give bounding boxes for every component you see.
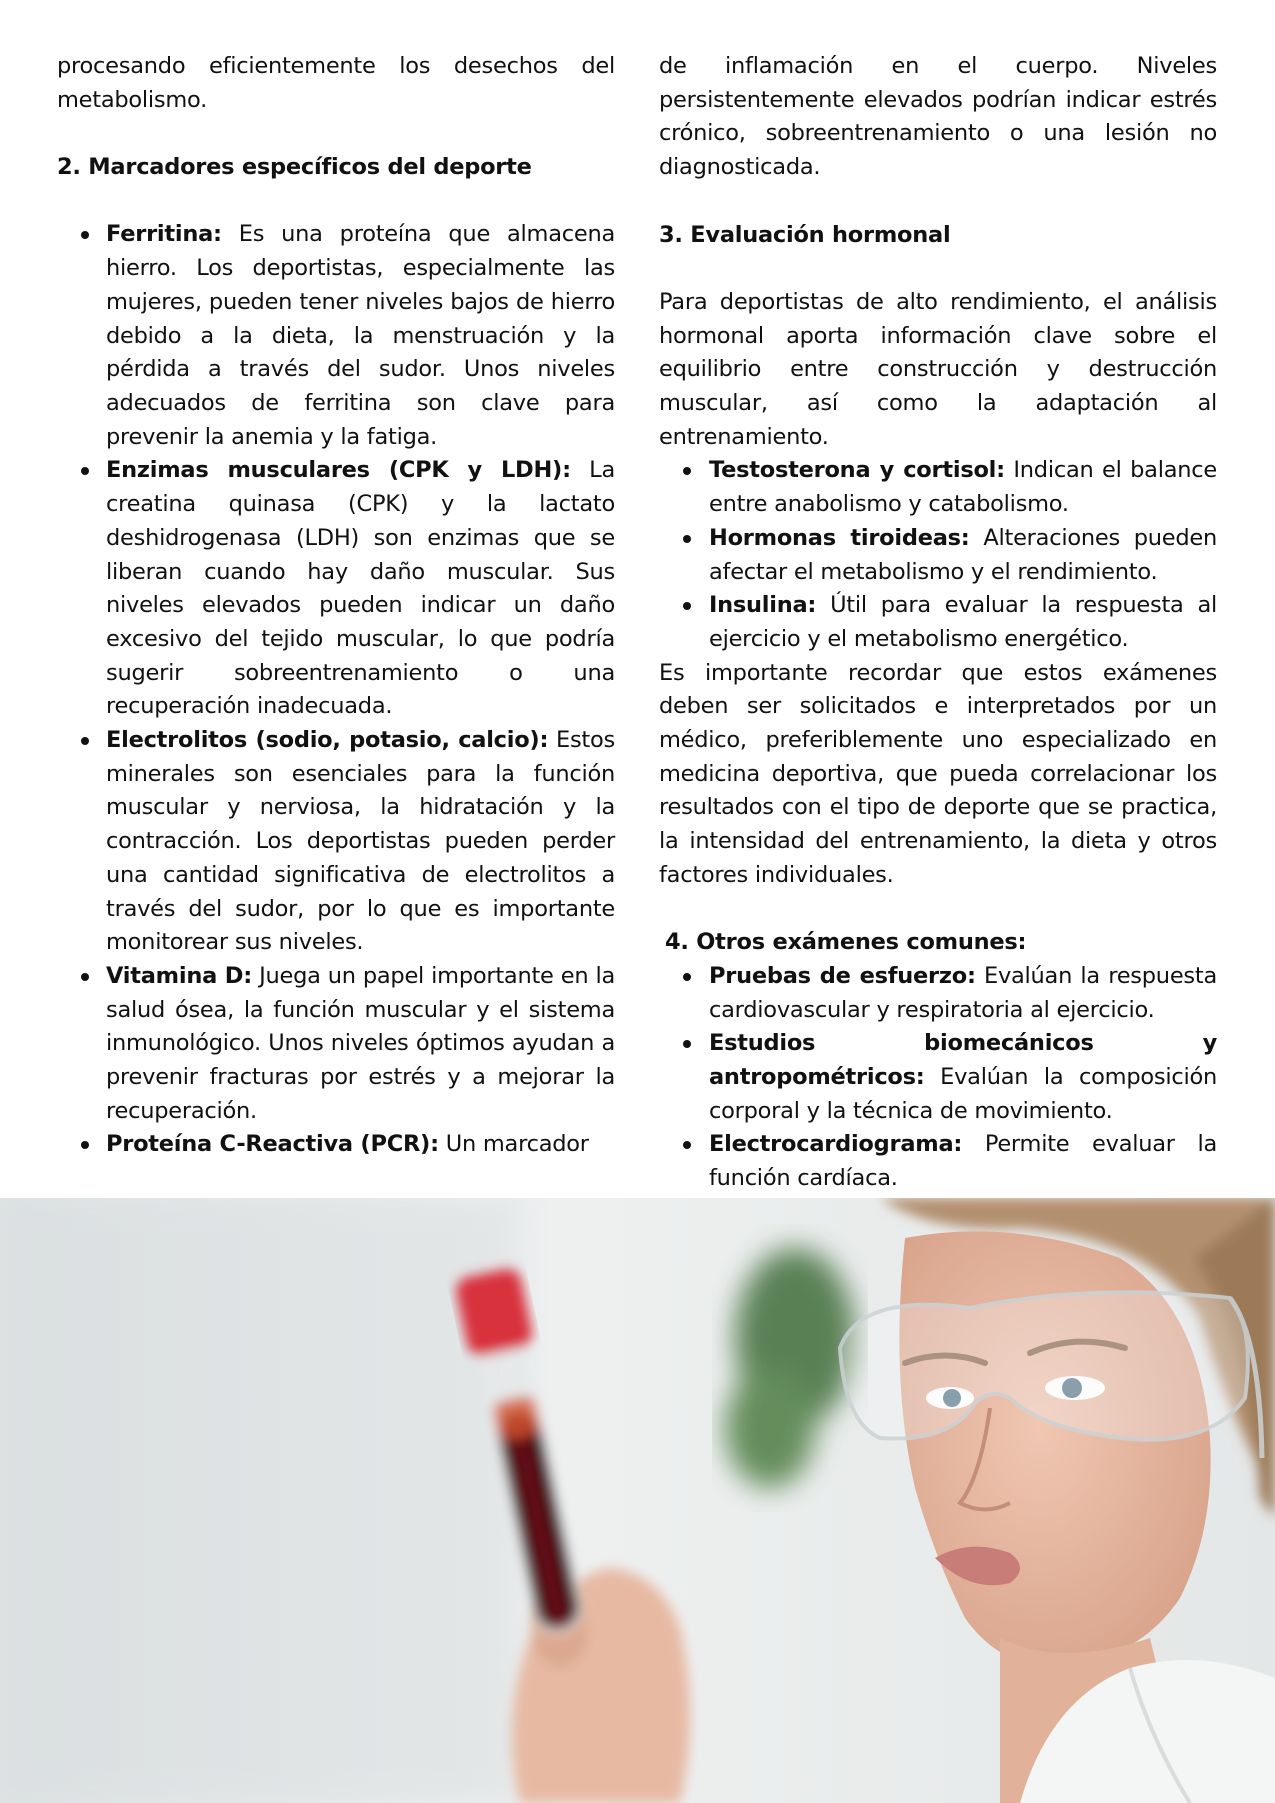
item-text: La creatina quinasa (CPK) y la lactato deshidrogenasa (LDH) son enzimas que se liberan cuando hay daño muscular. Sus niveles elevados pueden indicar un daño excesivo del tejido muscular, lo que podría sugerir sobreentrenamiento o una recuperación inadecuada. xyxy=(106,457,615,720)
item-text: Evalúan la composición corporal y la técnica de movimiento. xyxy=(709,1064,1217,1124)
item-term: Ferritina: xyxy=(106,221,222,248)
list-item-testosterona xyxy=(659,454,1217,521)
item-term: Estudios biomecánicos y antropométricos: xyxy=(709,1030,1217,1091)
item-term: Hormonas tiroideas: xyxy=(709,524,970,551)
hormone-list xyxy=(659,454,1217,656)
scientist-with-blood-tube-illustration xyxy=(0,1198,1275,1803)
item-term: Pruebas de esfuerzo: xyxy=(709,962,976,989)
item-term: Insulina: xyxy=(709,592,817,619)
item-text: Un marcador xyxy=(438,1131,589,1158)
pcr-continuation: de inflamación en el cuerpo. Niveles persistentemente elevados podrían indicar estrés crónico, sobreentrenamiento o una lesión no diagnosticada. xyxy=(659,53,1217,181)
section-3-intro: Para deportistas de alto rendimiento, el análisis hormonal aporta información clave sobre el equilibrio entre construcción y destrucción muscular, así como la adaptación al entrenamiento. xyxy=(659,288,1217,450)
right-column xyxy=(659,50,1217,1196)
blurred-wall xyxy=(0,1198,520,1803)
item-text: Útil para evaluar la respuesta al ejercicio y el metabolismo energético. xyxy=(709,592,1217,652)
item-term: Vitamina D: xyxy=(106,962,252,989)
other-exams-list xyxy=(659,960,1217,1196)
list-item-esfuerzo xyxy=(659,960,1217,1027)
item-text: Es una proteína que almacena hierro. Los deportistas, especialmente las mujeres, pueden tener niveles bajos de hierro debido a la dieta, la menstruación y la pérdida a través del sudor. Unos niveles adecuados de ferritina son clave para prevenir la anemia y la fatiga. xyxy=(106,221,615,450)
list-item-biomecanicos xyxy=(659,1027,1217,1128)
lab-photo xyxy=(0,1198,1275,1803)
item-text: Juega un papel importante en la salud ósea, la función muscular y el sistema inmunológico. Unos niveles óptimos ayudan a prevenir fracturas por estrés y a mejorar la recuperación. xyxy=(106,962,615,1124)
item-term: Testosterona y cortisol: xyxy=(709,457,1005,484)
item-term: Electrocardiograma: xyxy=(709,1131,963,1158)
list-item-enzimas xyxy=(57,454,615,724)
list-item-electrolitos xyxy=(57,724,615,960)
list-item-insulina xyxy=(659,589,1217,656)
section-2-heading: 2. Marcadores específicos del deporte xyxy=(57,154,532,181)
item-term: Electrolitos (sodio, potasio, calcio): xyxy=(106,727,549,754)
item-text: Estos minerales son esenciales para la función muscular y nerviosa, la hidratación y la contracción. Los deportistas pueden perder una cantidad significativa de electrolitos a través del sudor, por lo que es importante monitorear sus niveles. xyxy=(106,727,615,956)
metabolism-continuation: procesando eficientemente los desechos del metabolismo. xyxy=(57,53,615,113)
medical-note: Es importante recordar que estos exámenes deben ser solicitados e interpretados por un médico, preferiblemente uno especializado en medicina deportiva, que pueda correlacionar los resultados con el tipo de deporte que se practica, la intensidad del entrenamiento, la dieta y otros factores individuales. xyxy=(659,659,1217,888)
item-text: Permite evaluar la función cardíaca. xyxy=(709,1131,1217,1192)
item-term: Proteína C-Reactiva (PCR): xyxy=(106,1131,439,1158)
section-3-heading: 3. Evaluación hormonal xyxy=(659,221,951,248)
list-item-vitamina-d xyxy=(57,960,615,1129)
list-item-electrocardiograma xyxy=(659,1128,1217,1195)
section-4-heading: 4. Otros exámenes comunes: xyxy=(665,929,1027,956)
left-column xyxy=(57,50,615,1162)
list-item-ferritina xyxy=(57,218,615,454)
sport-markers-list xyxy=(57,218,615,1162)
item-term: Enzimas musculares (CPK y LDH): xyxy=(106,457,571,484)
list-item-pcr xyxy=(57,1128,615,1162)
item-text: Alteraciones pueden afectar el metabolismo y el rendimiento. xyxy=(709,524,1217,585)
item-text: Evalúan la respuesta cardiovascular y respiratoria al ejercicio. xyxy=(709,962,1217,1023)
list-item-tiroideas xyxy=(659,522,1217,589)
item-text: Indican el balance entre anabolismo y catabolismo. xyxy=(709,457,1217,518)
